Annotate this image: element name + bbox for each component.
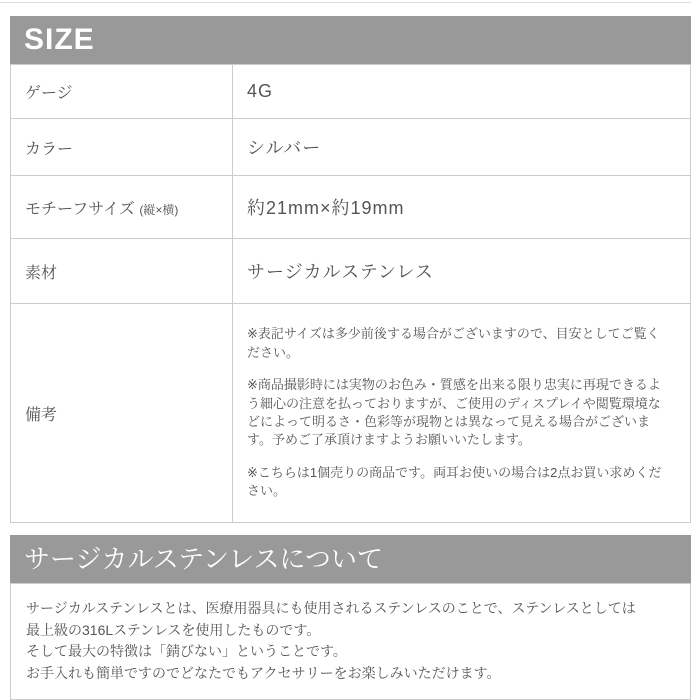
- remark-note-display-color: ※商品撮影時には実物のお色み・質感を出来る限り忠実に再現できるよう細心の注意を払っておりますが、ご使用のディスプレイや閲覧環境などによって明るさ・色彩等が現物とは異なって見える場合がございます。予めご了承頂けますようお願いいたします。: [247, 377, 661, 448]
- content-column: [10, 16, 691, 700]
- row-label-motif-size: [11, 176, 233, 239]
- about-text-line-4: お手入れも簡単ですのでどなたでもアクセサリーをお楽しみいただけます。: [26, 665, 501, 682]
- table-row-motif-size: [11, 176, 691, 239]
- about-text-line-1: サージカルステンレスとは、医療用器具にも使用されるステンレスのことで、ステンレスとしては: [26, 600, 636, 616]
- row-value-gauge: 4G: [233, 65, 691, 119]
- top-divider-line: [0, 2, 691, 3]
- row-label-color: カラー: [11, 119, 233, 176]
- table-row-color: [11, 119, 691, 176]
- row-label-remarks: 備考: [11, 304, 233, 523]
- row-value-motif-size: 約21mm×約19mm: [233, 176, 691, 239]
- size-section-header: SIZE: [10, 16, 691, 64]
- size-spec-table: [10, 64, 691, 523]
- about-section-header: サージカルステンレスについて: [10, 535, 691, 583]
- about-text-line-2: 最上級の316Lステンレスを使用したものです。: [26, 621, 321, 638]
- motif-size-label-sub: (縦×横): [139, 202, 179, 217]
- about-text-box: [10, 583, 691, 700]
- table-row-remarks: [11, 304, 691, 523]
- row-label-gauge: ゲージ: [11, 65, 233, 119]
- about-text-line-3: そして最大の特徴は「錆びない」ということです。: [26, 643, 347, 660]
- row-value-remarks: [233, 304, 691, 523]
- row-value-material: サージカルステンレス: [233, 239, 691, 304]
- row-value-color: シルバー: [233, 119, 691, 176]
- row-label-material: 素材: [11, 239, 233, 304]
- table-row-gauge: [11, 65, 691, 119]
- motif-size-label-main: モチーフサイズ: [25, 200, 135, 218]
- remark-note-size-tolerance: ※表記サイズは多少前後する場合がございますので、目安としてご覧ください。: [247, 326, 660, 360]
- table-row-material: [11, 239, 691, 304]
- remark-note-sold-individually: ※こちらは1個売りの商品です。両耳お使いの場合は2点お買い求めください。: [247, 464, 662, 499]
